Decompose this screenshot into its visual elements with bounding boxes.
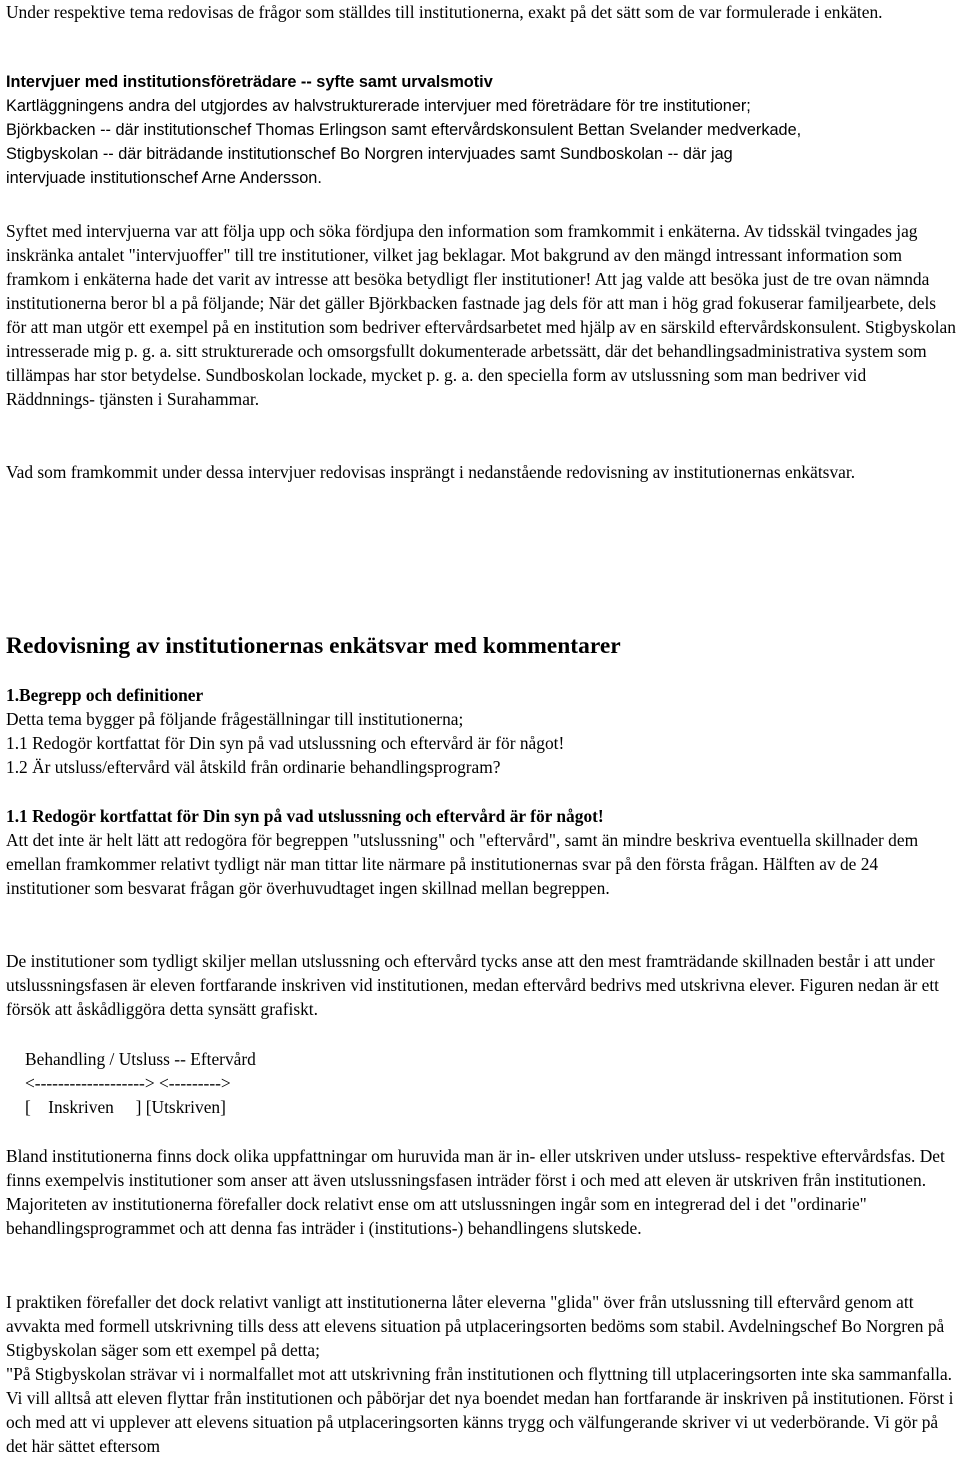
topic1-question: 1.2 Är utsluss/eftervård väl åtskild från ordinarie behandlingsprogram? [6,757,501,777]
section-title: Redovisning av institutionernas enkätsvar med kommentarer [6,633,621,659]
views-paragraph: Bland institutionerna finns dock olika uppfattningar om huruvida man är in- eller utskriven under utsluss- respektive eftervårdsfas. Det finns exempelvis institutioner som anser att även utslussningsfasen inträder först i och med att eleven är utskriven från institutionen. Majoriteten av institutionerna förefaller dock relativt ense om att utslussningen ingår som en integrerad del i det "ordinarie" behandlingsprogrammet och att denna fas inträder i (institutions-) behandlingens slutskede. [6,1146,945,1238]
q11-heading: 1.1 Redogör kortfattat för Din syn på vad utslussning och eftervård är för något! [6,806,604,826]
interviews-heading: Intervjuer med institutionsföreträdare -- syfte samt urvalsmotiv [6,73,493,91]
figure-block [25,1047,958,1119]
purpose-paragraph: Syftet med intervjuerna var att följa upp och söka fördjupa den information som framkommit i enkäterna. Av tidsskäl tvingades jag inskränka antalet "intervjuoffer" till tre institutioner, vilket jag beklagar. Mot bakgrund av den mängd intressant information som framkom i enkäterna hade det varit av intresse att besöka betydligt fler institutioner! Att jag valde att besöka just de tre ovan nämnda institutionerna beror bl a på följande; När det gäller Björkbacken fastnade jag dels för att man i hög grad fokuserar familjearbete, dels för att man utgör ett exempel på en institution som bedriver eftervårdsarbetet med hjälp av en särskild eftervårdskonsulent. Stigbyskolan intresserade mig p. g. a. sitt strukturerade och omsorgsfullt dokumenterade arbetssätt, där det behandlingsadministrativa system som tillämpas har stor betydelse. Sundboskolan lockade, mycket p. g. a. den speciella form av utslussning som man bedriver vid Räddnnings- tjänsten i Surahammar. [6,221,956,409]
topic1-intro: Detta tema bygger på följande frågeställningar till institutionerna; [6,709,464,729]
figure-title: Behandling / Utsluss -- Eftervård [25,1049,256,1069]
presentation-paragraph: Vad som framkommit under dessa intervjuer redovisas insprängt i nedanstående redovisning av institutionernas enkätsvar. [6,462,856,482]
interviews-block [6,70,958,190]
intro-paragraph: Under respektive tema redovisas de frågor som ställdes till institutionerna, exakt på det sätt som de var formulerade i enkäten. [6,2,883,22]
quote-paragraph: "På Stigbyskolan strävar vi i normalfallet mot att utskrivning från institutionen och flyttning till utplaceringsorten inte ska sammanfalla. Vi vill alltså att eleven flyttar från institutionen och påbörjar det nya boendet medan han fortfarande är inskriven på institutionen. Först i och med att vi upplever att elevens situation på utplaceringsorten känns trygg och välfungerande skriver vi ut vederbörande. Vi gör på det här sättet eftersom [6,1364,954,1456]
topic1-question: 1.1 Redogör kortfattat för Din syn på vad utslussning och eftervård är för något! [6,733,565,753]
figure-arrows: <-------------------> <---------> [25,1073,231,1093]
topic1-block [6,683,958,779]
interviews-line: Stigbyskolan -- där biträdande institutionschef Bo Norgren intervjuades samt Sundboskolan -- där jag [6,145,733,163]
topic1-heading: 1.Begrepp och definitioner [6,685,204,705]
figure-labels: [ Inskriven ] [Utskriven] [25,1097,226,1117]
q11-block [6,804,958,900]
interviews-line: Björkbacken -- där institutionschef Thomas Erlingson samt eftervårdskonsulent Bettan Svelander medverkade, [6,121,802,139]
interviews-line: intervjuade institutionschef Arne Andersson. [6,169,322,187]
q11-paragraph-2: De institutioner som tydligt skiljer mellan utslussning och eftervård tycks anse att den mest framträdande skillnaden består i att under utslussningsfasen är eleven fortfarande inskriven vid institutionen, medan eftervård bedrivs med utskrivna elever. Figuren nedan är ett försök att åskådliggöra detta synsätt grafiskt. [6,951,940,1019]
q11-paragraph: Att det inte är helt lätt att redogöra för begreppen "utslussning" och "eftervård", samt än mindre beskriva eventuella skillnader dem emellan framkommer relativt tydligt när man tittar lite närmare på institutionernas svar på den första frågan. Hälften av de 24 institutioner som besvarat frågan gör överhuvudtaget ingen skillnad mellan begreppen. [6,830,919,898]
practice-paragraph: I praktiken förefaller det dock relativt vanligt att institutionerna låter eleverna "glida" över från utslussning till eftervård genom att avvakta med formell utskrivning tills dess att elevens situation på utplaceringsorten bedöms som stabil. Avdelningschef Bo Norgren på Stigbyskolan säger som ett exempel på detta; [6,1292,945,1360]
interviews-line: Kartläggningens andra del utgjordes av halvstrukturerade intervjuer med företrädare för tre institutioner; [6,97,751,115]
